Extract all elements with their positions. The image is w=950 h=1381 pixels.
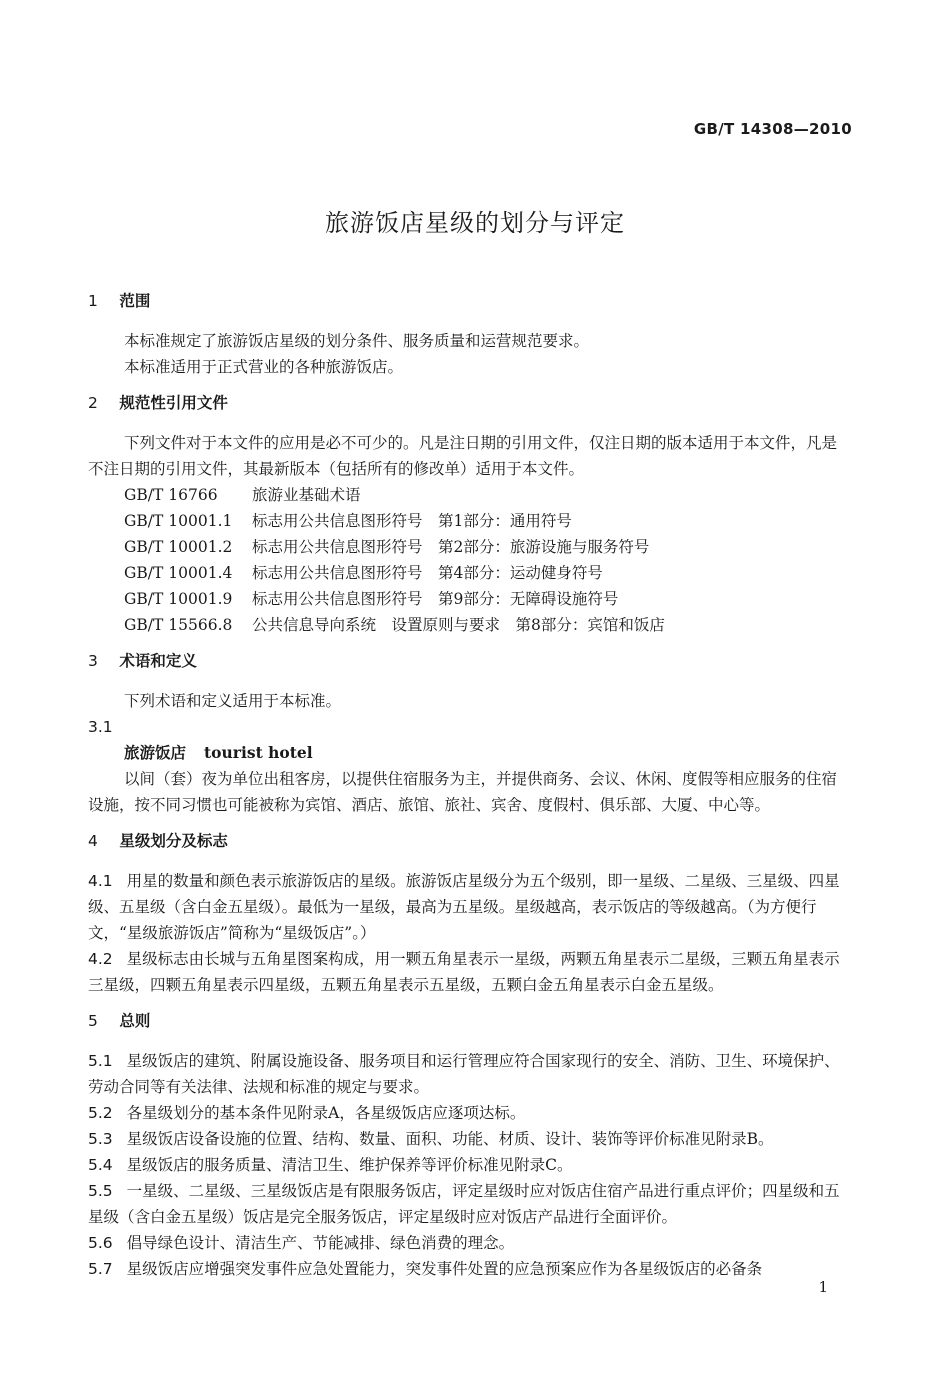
clause-text: 倡导绿色设计、清洁生产、节能减排、绿色消费的理念。 <box>126 1234 515 1252</box>
paragraph: 下列术语和定义适用于本标准。 <box>124 692 342 710</box>
section-1-heading <box>88 288 850 314</box>
paragraph: 本标准规定了旅游饭店星级的划分条件、服务质量和运营规范要求。 <box>124 332 590 350</box>
clause-number: 5.4 <box>88 1156 113 1174</box>
clause <box>88 1100 850 1126</box>
reference-code: GB/T 10001.1 <box>124 512 233 530</box>
reference-code: GB/T 10001.2 <box>124 538 233 556</box>
clause <box>88 1126 850 1152</box>
section-title: 术语和定义 <box>119 652 197 670</box>
clause-text: 用星的数量和颜色表示旅游饭店的星级。旅游饭店星级分为五个级别，即一星级、二星级、三星级、四星级、五星级（含白金五星级）。最低为一星级，最高为五星级。星级越高，表示饭店的等级越高。（为方便行文，“星级旅游饭店”简称为“星级饭店”。） <box>88 872 840 942</box>
document-title: 旅游饭店星级的划分与评定 <box>325 209 625 237</box>
clause-number: 5.1 <box>88 1052 113 1070</box>
reference-title: 标志用公共信息图形符号 第1部分：通用符号 <box>252 512 572 530</box>
clause <box>88 946 850 998</box>
reference-title: 公共信息导向系统 设置原则与要求 第8部分：宾馆和饭店 <box>252 616 665 634</box>
paragraph: 本标准适用于正式营业的各种旅游饭店。 <box>124 358 404 376</box>
section-number: 2 <box>88 394 98 412</box>
clause-number: 5.6 <box>88 1234 113 1252</box>
section-number: 4 <box>88 832 98 850</box>
clause-text: 星级饭店的服务质量、清洁卫生、维护保养等评价标准见附录C。 <box>126 1156 573 1174</box>
clause-number: 5.3 <box>88 1130 113 1148</box>
clause <box>88 868 850 946</box>
section-2-heading <box>88 390 850 416</box>
clause-text: 星级饭店应增强突发事件应急处置能力，突发事件处置的应急预案应作为各星级饭店的必备条 <box>126 1260 763 1278</box>
reference-row <box>88 482 850 508</box>
reference-code: GB/T 10001.9 <box>124 590 233 608</box>
section-3-heading <box>88 648 850 674</box>
term-english: tourist hotel <box>204 743 313 762</box>
paragraph: 下列文件对于本文件的应用是必不可少的。凡是注日期的引用文件，仅注日期的版本适用于本文件，凡是不注日期的引用文件，其最新版本（包括所有的修改单）适用于本文件。 <box>88 434 838 478</box>
clause-number: 4.1 <box>88 872 113 890</box>
clause <box>88 1048 850 1100</box>
clause-text: 各星级划分的基本条件见附录A，各星级饭店应逐项达标。 <box>126 1104 526 1122</box>
section-5-heading <box>88 1008 850 1034</box>
clause-number: 5.7 <box>88 1260 113 1278</box>
reference-title: 标志用公共信息图形符号 第9部分：无障碍设施符号 <box>252 590 619 608</box>
reference-title: 标志用公共信息图形符号 第2部分：旅游设施与服务符号 <box>252 538 650 556</box>
reference-row <box>88 612 850 638</box>
standard-code: GB/T 14308—2010 <box>693 120 852 138</box>
section-title: 规范性引用文件 <box>119 394 228 412</box>
reference-code: GB/T 16766 <box>124 486 218 504</box>
reference-row <box>88 560 850 586</box>
reference-row <box>88 586 850 612</box>
section-title: 范围 <box>119 292 151 310</box>
section-title: 星级划分及标志 <box>119 832 228 850</box>
section-number: 1 <box>88 292 98 310</box>
section-title: 总则 <box>119 1012 151 1030</box>
clause <box>88 1152 850 1178</box>
clause <box>88 1178 850 1230</box>
reference-title: 旅游业基础术语 <box>252 486 361 504</box>
term-chinese: 旅游饭店 <box>124 743 187 762</box>
clause-text: 星级标志由长城与五角星图案构成，用一颗五角星表示一星级，两颗五角星表示二星级，三颗五角星表示三星级，四颗五角星表示四星级，五颗五角星表示五星级，五颗白金五角星表示白金五星级。 <box>88 950 840 994</box>
term-definition: 以间（套）夜为单位出租客房，以提供住宿服务为主，并提供商务、会议、休闲、度假等相应服务的住宿设施，按不同习惯也可能被称为宾馆、酒店、旅馆、旅社、宾舍、度假村、俱乐部、大厦、中心等。 <box>88 770 838 814</box>
section-4-heading <box>88 828 850 854</box>
section-number: 5 <box>88 1012 98 1030</box>
reference-row <box>88 508 850 534</box>
clause-text: 星级饭店的建筑、附属设施设备、服务项目和运行管理应符合国家现行的安全、消防、卫生、环境保护、劳动合同等有关法律、法规和标准的规定与要求。 <box>88 1052 840 1096</box>
page-number: 1 <box>818 1278 828 1296</box>
reference-code: GB/T 15566.8 <box>124 616 233 634</box>
clause-number: 5.2 <box>88 1104 113 1122</box>
term-number: 3.1 <box>88 718 113 736</box>
reference-code: GB/T 10001.4 <box>124 564 233 582</box>
clause <box>88 1230 850 1256</box>
term-name <box>88 740 850 766</box>
clause-text: 一星级、二星级、三星级饭店是有限服务饭店，评定星级时应对饭店住宿产品进行重点评价；四星级和五星级（含白金五星级）饭店是完全服务饭店，评定星级时应对饭店产品进行全面评价。 <box>88 1182 840 1226</box>
clause-number: 5.5 <box>88 1182 113 1200</box>
clause <box>88 1256 850 1282</box>
document-body <box>88 280 850 1282</box>
clause-number: 4.2 <box>88 950 113 968</box>
reference-title: 标志用公共信息图形符号 第4部分：运动健身符号 <box>252 564 603 582</box>
clause-text: 星级饭店设备设施的位置、结构、数量、面积、功能、材质、设计、装饰等评价标准见附录B。 <box>126 1130 774 1148</box>
reference-row <box>88 534 850 560</box>
section-number: 3 <box>88 652 98 670</box>
